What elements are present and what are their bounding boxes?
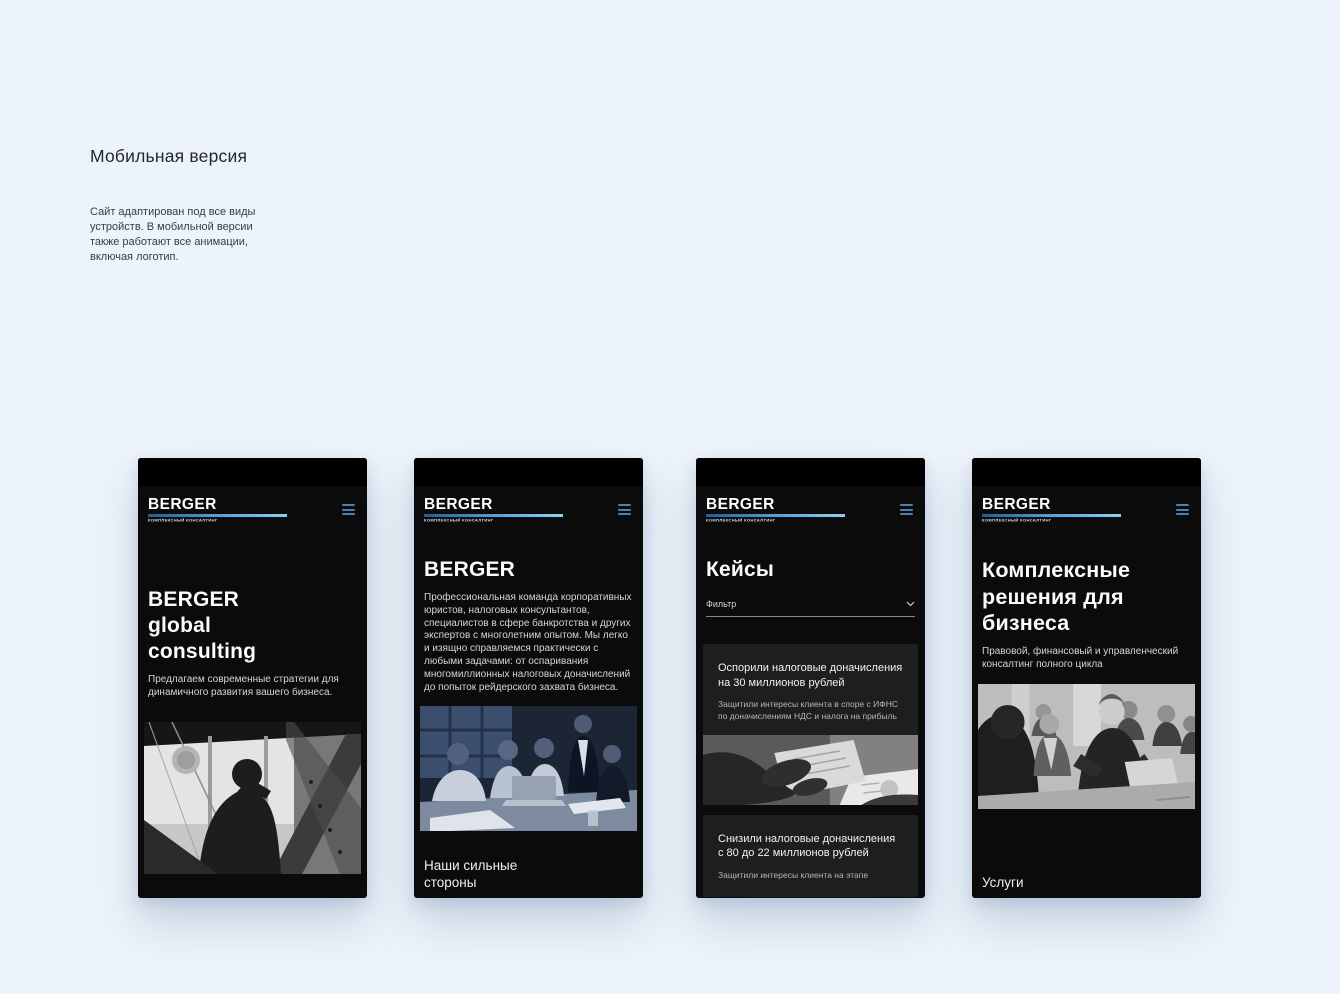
case-card-1[interactable] — [703, 644, 918, 805]
filter-dropdown[interactable] — [706, 599, 915, 617]
mobile-header — [972, 486, 1201, 527]
logo-wordmark: BERGER — [706, 496, 775, 513]
mobile-header — [414, 486, 643, 527]
about-text: Профессиональная команда корпоративных юристов, налоговых консультантов, специалистов в сфере банкротства и других экспертов с многолетним опытом. Мы легко и изящно справляемся практически с любыми задачами: от оспаривания многомиллионных налоговых доначислений до попыток рейдерского захвата бизнеса. — [424, 592, 632, 693]
page-title: Мобильная версия — [90, 146, 248, 166]
case-card-2[interactable] — [703, 815, 918, 897]
case-text: Защитили интересы клиента на этапе — [718, 869, 869, 880]
phone-status-bar — [414, 458, 643, 486]
logo-underline — [706, 514, 845, 517]
home-screen — [138, 587, 367, 874]
case-title: Снизили налоговые доначисления с 80 до 22 миллионов рублей — [718, 832, 896, 860]
logo-underline — [148, 514, 287, 517]
phone-mockup-services — [972, 458, 1201, 898]
cases-screen — [696, 557, 925, 897]
logo-underline — [982, 514, 1121, 517]
berger-logo[interactable] — [148, 497, 287, 527]
hero-title: BERGER — [424, 558, 516, 581]
mobile-header — [138, 486, 367, 527]
logo-subtitle: КОМПЛЕКСНЫЙ КОНСАЛТИНГ — [424, 518, 494, 523]
hamburger-menu-icon[interactable] — [340, 502, 357, 517]
hero-image-silhouette — [144, 722, 361, 874]
berger-logo[interactable] — [424, 497, 563, 527]
meeting-image — [978, 684, 1195, 809]
logo-wordmark: BERGER — [424, 496, 493, 513]
chevron-down-icon — [906, 601, 915, 607]
berger-logo[interactable] — [982, 497, 1121, 527]
hamburger-menu-icon[interactable] — [898, 502, 915, 517]
logo-subtitle: КОМПЛЕКСНЫЙ КОНСАЛТИНГ — [148, 518, 218, 523]
hero-subtitle: Предлагаем современные стратегии для динамичного развития вашего бизнеса. — [148, 674, 339, 698]
hamburger-menu-icon[interactable] — [616, 502, 633, 517]
case-title: Оспорили налоговые доначисления на 30 миллионов рублей — [718, 662, 903, 689]
phone-mockup-about — [414, 458, 643, 898]
berger-logo[interactable] — [706, 497, 845, 527]
services-screen — [972, 557, 1201, 809]
section-title-services: Услуги — [982, 875, 1024, 891]
logo-subtitle: КОМПЛЕКСНЫЙ КОНСАЛТИНГ — [982, 518, 1052, 523]
section-title-strengths: Наши сильные стороны — [424, 857, 518, 891]
logo-wordmark: BERGER — [148, 496, 217, 513]
cases-title: Кейсы — [706, 558, 775, 581]
case-image-tablet — [703, 735, 918, 805]
mobile-header — [696, 486, 925, 527]
about-screen — [414, 557, 643, 831]
phone-mockup-cases — [696, 458, 925, 898]
logo-subtitle: КОМПЛЕКСНЫЙ КОНСАЛТИНГ — [706, 518, 776, 523]
phone-status-bar — [138, 458, 367, 486]
hero-title: BERGER global consulting — [148, 588, 257, 664]
team-image — [420, 706, 637, 831]
logo-wordmark: BERGER — [982, 496, 1051, 513]
hamburger-menu-icon[interactable] — [1174, 502, 1191, 517]
services-subtitle: Правовой, финансовый и управленческий консалтинг полного цикла — [982, 645, 1179, 670]
logo-underline — [424, 514, 563, 517]
phone-status-bar — [696, 458, 925, 486]
intro-section — [90, 146, 300, 265]
case-text: Защитили интересы клиента в споре с ИФНС по доначислениям НДС и налога на прибыль — [718, 699, 899, 721]
phone-status-bar — [972, 458, 1201, 486]
phone-mockup-home — [138, 458, 367, 898]
filter-label: Фильтр — [706, 599, 737, 610]
page-description: Сайт адаптирован под все виды устройств. В мобильной версии также работают все анимации, включая логотип. — [90, 205, 256, 263]
services-title: Комплексные решения для бизнеса — [982, 558, 1131, 636]
